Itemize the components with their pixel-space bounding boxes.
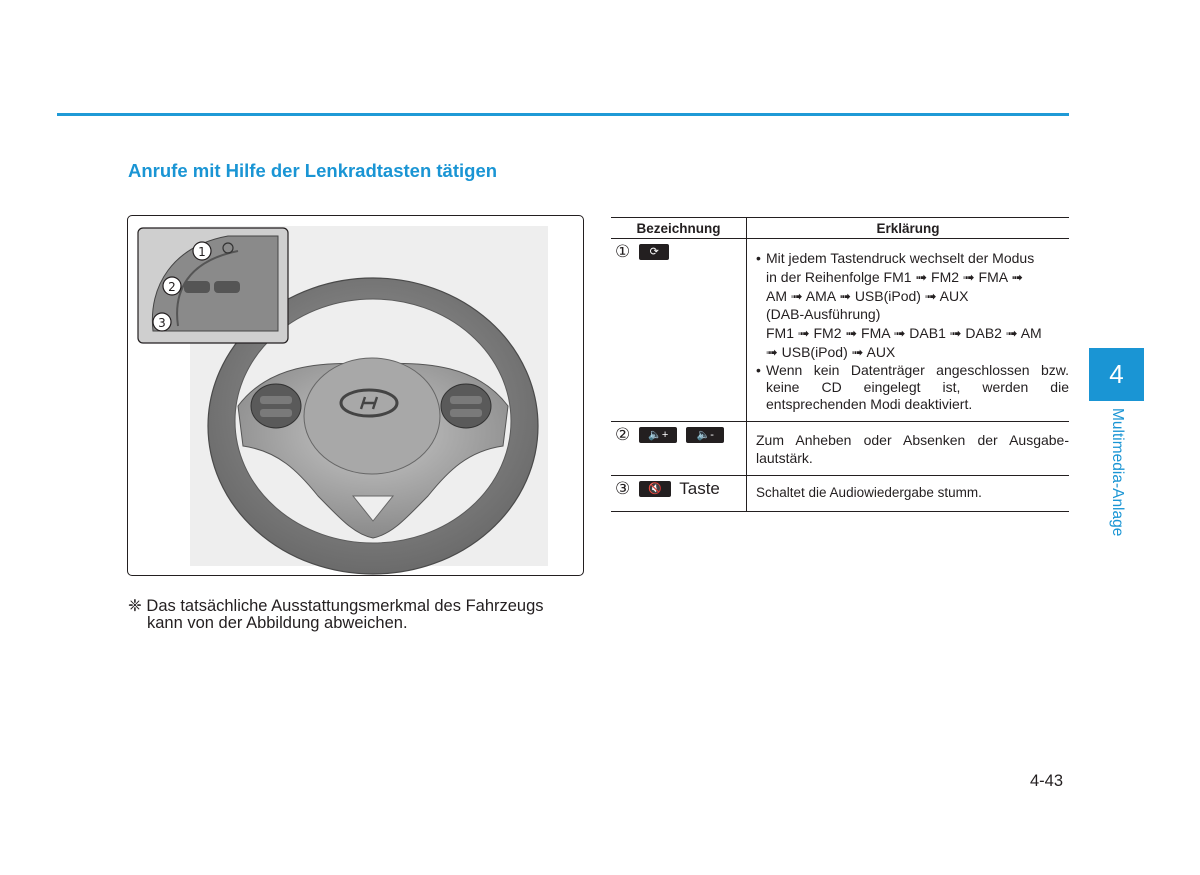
- volume-up-icon: 🔈+: [639, 427, 677, 443]
- list-item: • Mit jedem Tastendruck wechselt der Modus in der Reihenfolge FM1 ➟ FM2 ➟ FMA ➟ AM ➟ AMA ➟ USB(iPod) ➟ AUX (DAB-Ausführung) FM1 ➟ FM2 ➟ FMA ➟ DAB1 ➟ DAB2 ➟ AM ➟ USB(iPod) ➟ AUX: [756, 250, 1042, 360]
- footnote-line1: Das tatsächliche Ausstattungsmerkmal des Fahrzeugs: [146, 597, 544, 615]
- mute-icon: 🔇: [639, 481, 671, 497]
- list-item: • Wenn kein Datenträger angeschlossen bzw. keine CD eingelegt ist, werden die entsprechenden Modi deaktiviert.: [756, 361, 1069, 412]
- callout-1: 1: [198, 245, 206, 259]
- footnote-symbol: ❈: [128, 597, 142, 615]
- table-row: ② 🔈+ 🔈- Zum Anheben oder Absenken der Ausgabe- lautstärk.: [611, 421, 1069, 475]
- steering-wheel-illustration: [128, 216, 583, 575]
- callout-3: 3: [158, 316, 166, 330]
- table-row: ③ 🔇 Taste Schaltet die Audiowiedergabe stumm.: [611, 475, 1069, 511]
- footnote: [128, 598, 544, 632]
- page-number: 4-43: [1030, 772, 1064, 790]
- table-row: [611, 239, 1069, 422]
- chapter-label: Multimedia-Anlage: [1109, 408, 1126, 537]
- volume-down-icon: 🔈-: [686, 427, 724, 443]
- table-header-row: [611, 218, 1069, 239]
- steering-wheel-figure: [127, 215, 584, 576]
- chapter-tab: 4: [1089, 348, 1144, 401]
- spec-table: [611, 217, 1069, 512]
- top-rule: [57, 113, 1069, 116]
- callout-2: 2: [168, 280, 176, 294]
- mode-icon: ⟳: [639, 244, 669, 260]
- row-number: ①: [615, 242, 631, 261]
- taste-label: Taste: [679, 478, 720, 498]
- section-title: Anrufe mit Hilfe der Lenkradtasten tätigen: [128, 160, 498, 181]
- header-erklaerung: Erklärung: [747, 218, 1070, 239]
- header-bezeichnung: Bezeichnung: [611, 218, 747, 239]
- footnote-line2: kann von der Abbildung abweichen.: [147, 614, 408, 632]
